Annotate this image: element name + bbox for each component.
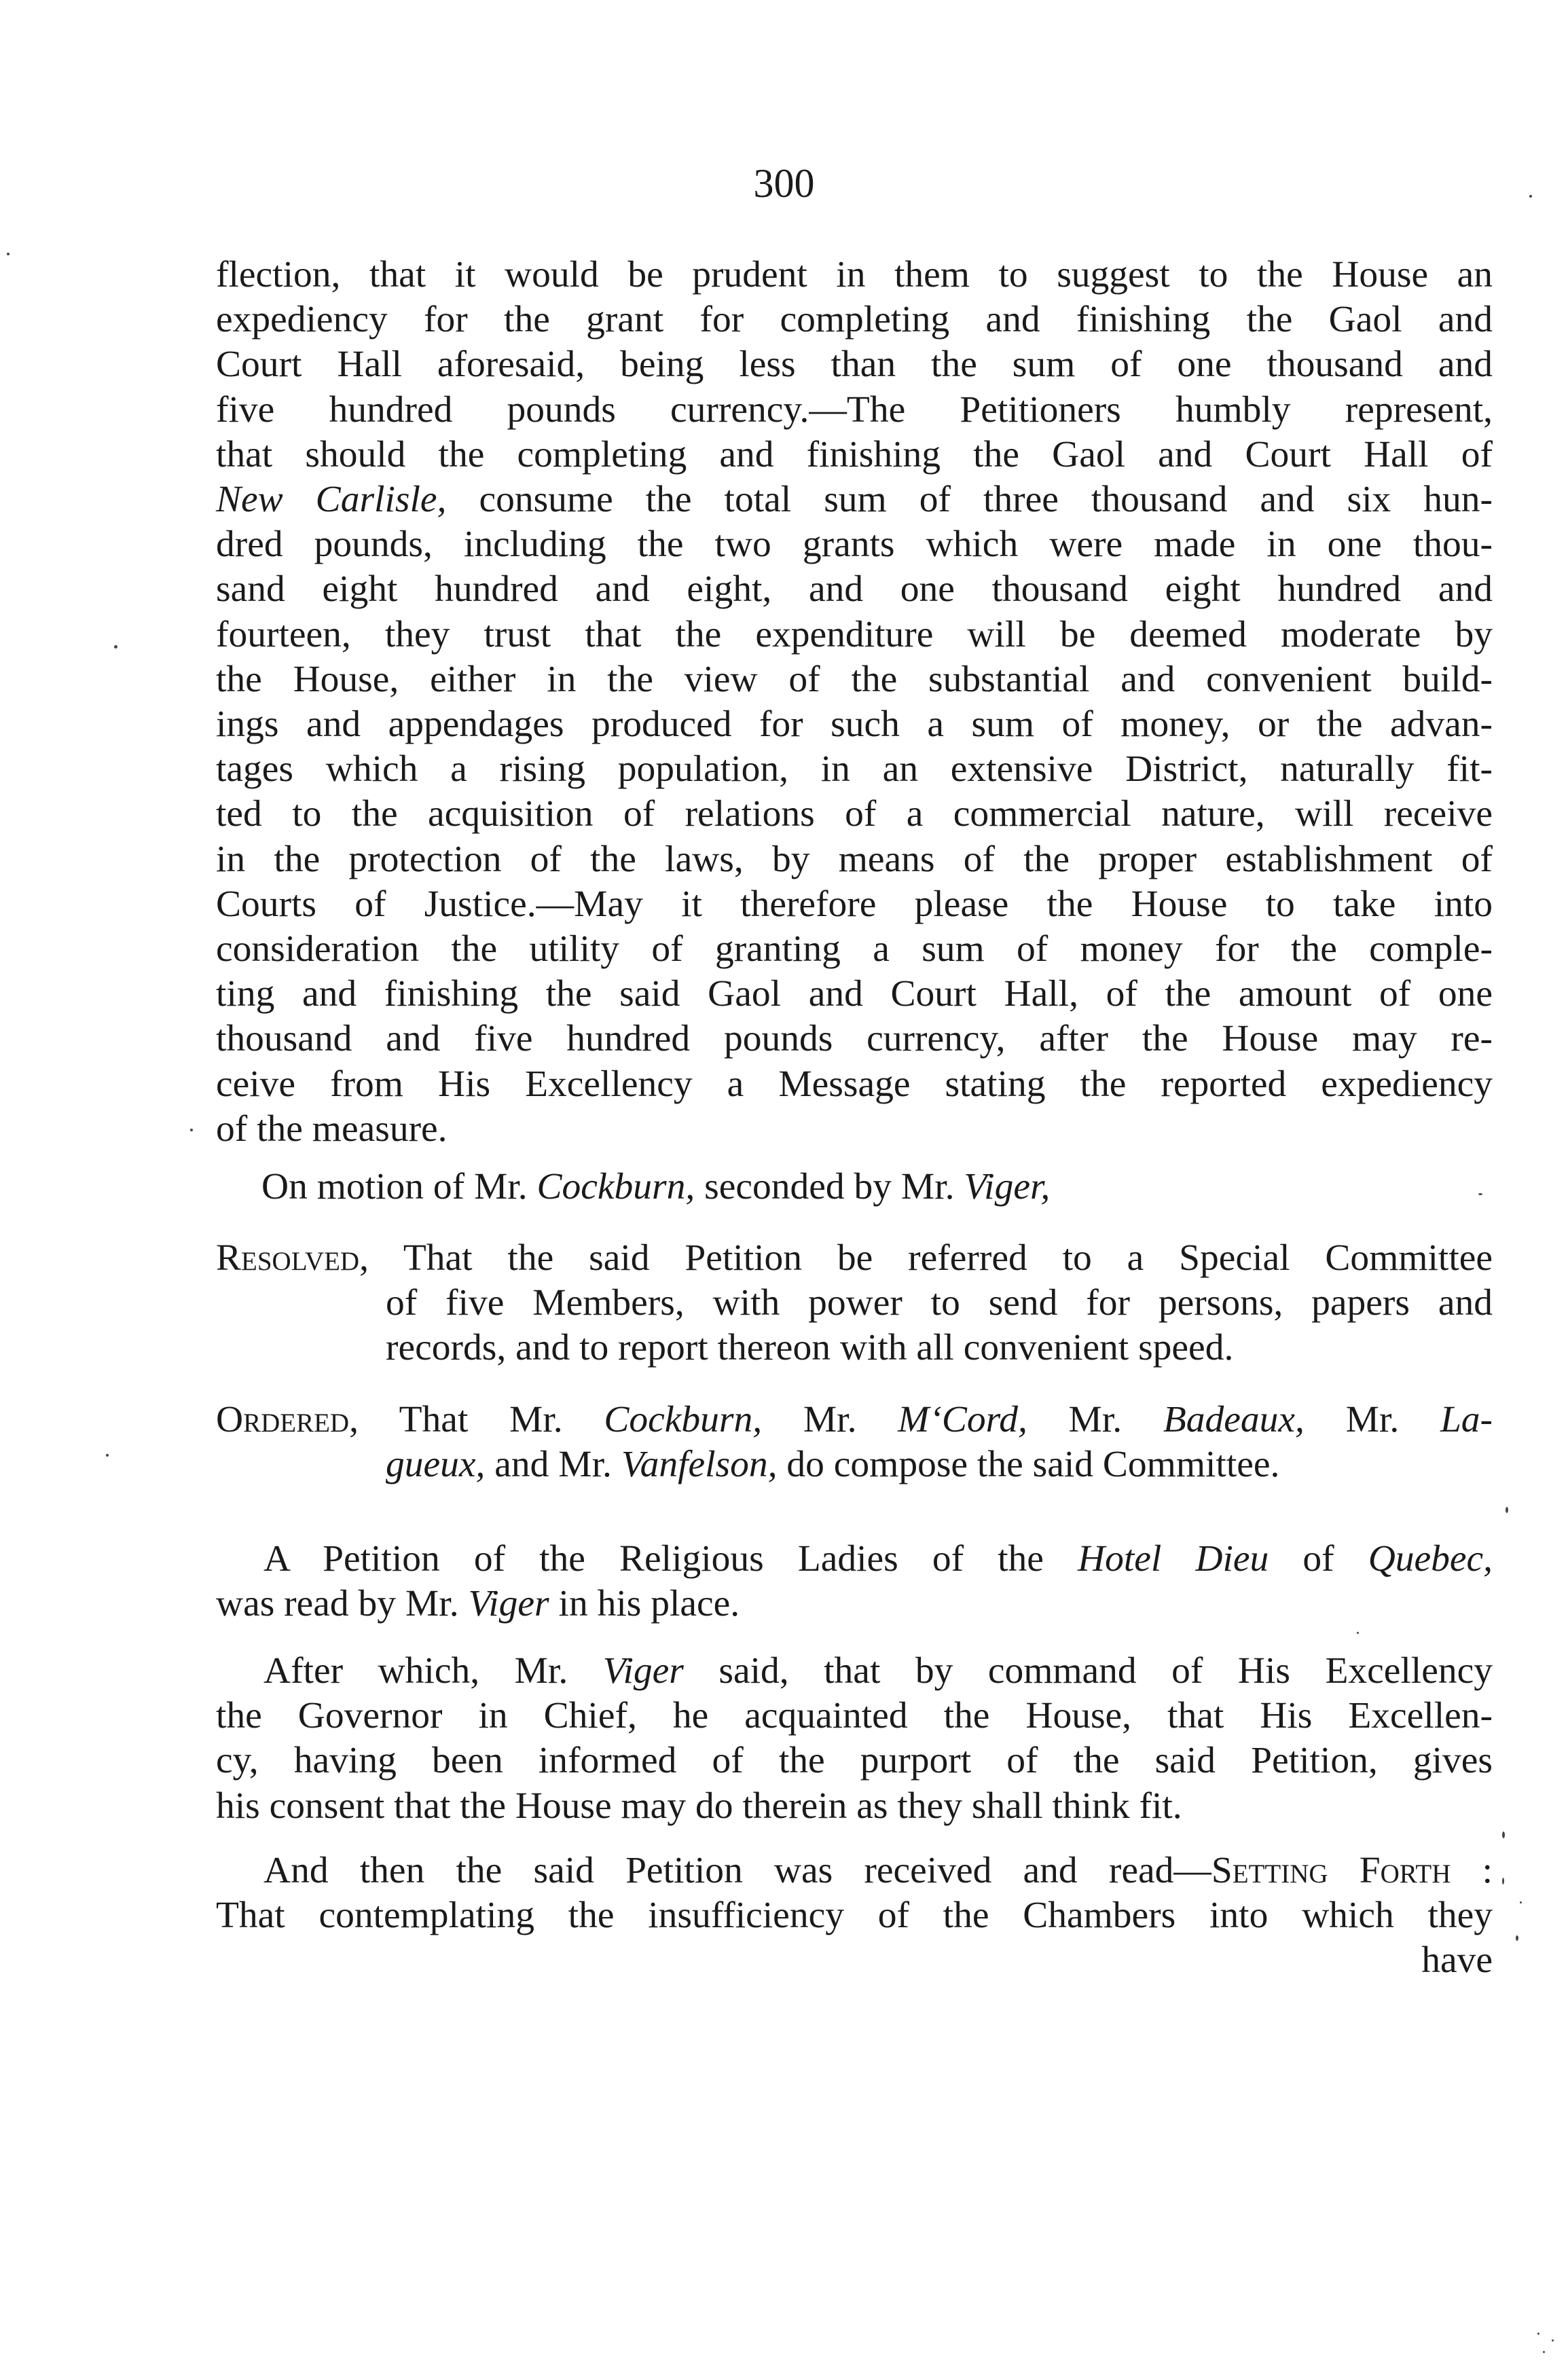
text-fragment: That the said Petition be referred to a Special Committee	[403, 1237, 1493, 1279]
scan-speck	[1357, 1632, 1359, 1634]
text-line: expediency for the grant for completing and finishing the Gaol and	[216, 299, 1493, 341]
scan-speck	[190, 1129, 193, 1131]
resolved-entry	[216, 1236, 1493, 1371]
text-line: of five Members, with power to send for persons, papers and	[386, 1282, 1493, 1324]
text-line: dred pounds, including the two grants which were made in one thou-	[216, 524, 1493, 566]
place-name: New Carlisle,	[216, 479, 447, 521]
text-line	[216, 1236, 1493, 1281]
text-fragment: consume the total sum of three thousand and six hun-	[479, 479, 1493, 521]
member-name: gueux,	[386, 1444, 486, 1486]
scan-speck	[1502, 1831, 1505, 1838]
scan-speck	[1552, 2339, 1554, 2341]
text-line: That contemplating the insufficiency of the Chambers into which they	[216, 1895, 1493, 1937]
petition-entry	[216, 1537, 1493, 1626]
text-fragment: do compose the said Committee.	[786, 1444, 1280, 1486]
member-name: Viger	[602, 1650, 684, 1692]
page-number: 300	[753, 161, 815, 206]
setting-forth-label: Setting Forth	[1211, 1850, 1451, 1891]
text-line: of the measure.	[216, 1108, 448, 1150]
text-fragment: On motion of Mr.	[261, 1166, 528, 1207]
text-line: that should the completing and finishing the Gaol and Court Hall of	[216, 433, 1493, 475]
text-line: consideration the utility of granting a sum of money for the comple-	[216, 928, 1493, 970]
text-line: in the protection of the laws, by means of the proper establishment of	[216, 838, 1493, 880]
text-fragment: said, that by command of His Excellency	[718, 1650, 1493, 1692]
scan-speck	[1543, 2351, 1545, 2353]
text-fragment: Mr.	[1068, 1399, 1123, 1440]
text-fragment: in his place.	[558, 1583, 740, 1625]
text-line: Court Hall aforesaid, being less than the sum of one thousand and	[216, 344, 1493, 386]
member-name: La-	[1440, 1399, 1493, 1440]
text-line: ings and appendages produced for such a sum of money, or the advan-	[216, 704, 1493, 746]
text-line: ceive from His Excellency a Message stating the reported expediency	[216, 1063, 1493, 1105]
text-line: records, and to report thereon with all convenient speed.	[386, 1327, 1234, 1369]
member-name: Badeaux,	[1163, 1399, 1305, 1440]
scan-speck	[106, 1454, 109, 1457]
seconder-name: Viger,	[964, 1166, 1051, 1207]
text-line: sand eight hundred and eight, and one thousand eight hundred and	[216, 568, 1493, 610]
text-line	[216, 477, 1493, 522]
text-line: tages which a rising population, in an extensive District, naturally fit-	[216, 748, 1493, 790]
text-line	[216, 1398, 1493, 1442]
text-line: his consent that the House may do therein as they shall think fit.	[216, 1785, 1182, 1827]
text-fragment: A Petition of the Religious Ladies of the	[263, 1538, 1044, 1580]
text-line: the Governor in Chief, he acquainted the House, that His Excellen-	[216, 1695, 1493, 1737]
text-line: the House, either in the view of the substantial and convenient build-	[216, 658, 1493, 700]
scan-speck	[1516, 1935, 1518, 1941]
text-fragment: :	[1482, 1850, 1493, 1891]
resolved-label: Resolved,	[216, 1237, 369, 1279]
member-name: Cockburn,	[604, 1399, 763, 1440]
text-line	[216, 1582, 1493, 1626]
motion-line	[261, 1165, 1280, 1209]
text-fragment: of	[1302, 1538, 1334, 1580]
scan-speck	[1506, 1507, 1508, 1513]
scan-speck	[1478, 1193, 1482, 1195]
text-line	[216, 1649, 1493, 1694]
text-line: ting and finishing the said Gaol and Court Hall, of the amount of one	[216, 973, 1493, 1015]
text-line: cy, having been informed of the purport of the said Petition, gives	[216, 1740, 1493, 1782]
text-fragment: Mr.	[1345, 1399, 1400, 1440]
received-paragraph	[216, 1848, 1493, 1984]
ordered-label: Ordered,	[216, 1399, 359, 1440]
member-name: M‘Cord,	[898, 1399, 1027, 1440]
scan-speck	[7, 253, 10, 255]
scan-speck	[1529, 195, 1532, 198]
text-fragment: seconded by Mr.	[704, 1166, 955, 1207]
text-fragment: Mr.	[803, 1399, 857, 1440]
ordered-entry	[216, 1398, 1493, 1487]
place-name: Hotel Dieu	[1078, 1538, 1269, 1580]
text-fragment: After which, Mr.	[263, 1650, 568, 1692]
scan-speck	[1502, 1878, 1504, 1884]
text-line: flection, that it would be prudent in them to suggest to the House an	[216, 254, 1493, 295]
text-fragment: That Mr.	[399, 1399, 563, 1440]
scan-speck	[1537, 2333, 1539, 2335]
text-line: thousand and five hundred pounds currency, after the House may re-	[216, 1018, 1493, 1060]
text-line: ted to the acquisition of relations of a commercial nature, will receive	[216, 793, 1493, 835]
city-name: Quebec,	[1368, 1538, 1493, 1580]
text-line: fourteen, they trust that the expenditure will be deemed moderate by	[216, 613, 1493, 655]
petition-body-paragraph	[216, 253, 1493, 1152]
text-fragment: and Mr.	[494, 1444, 612, 1486]
consent-paragraph	[216, 1649, 1493, 1829]
mover-name: Cockburn,	[536, 1166, 695, 1207]
text-line	[261, 1165, 1280, 1209]
text-line	[216, 1848, 1493, 1893]
scan-speck	[114, 645, 117, 649]
text-line: five hundred pounds currency.—The Petitioners humbly represent,	[216, 388, 1493, 431]
text-line	[386, 1442, 1493, 1487]
scan-speck	[1520, 1901, 1522, 1903]
text-fragment: And then the said Petition was received and read—	[263, 1850, 1211, 1891]
text-line	[216, 1537, 1493, 1582]
member-name: Vanfelson,	[621, 1444, 778, 1486]
text-line: Courts of Justice.—May it therefore please the House to take into	[216, 883, 1493, 925]
catchword: have	[1421, 1939, 1493, 1982]
text-fragment: was read by Mr.	[216, 1583, 459, 1625]
member-name: Viger	[468, 1583, 549, 1625]
